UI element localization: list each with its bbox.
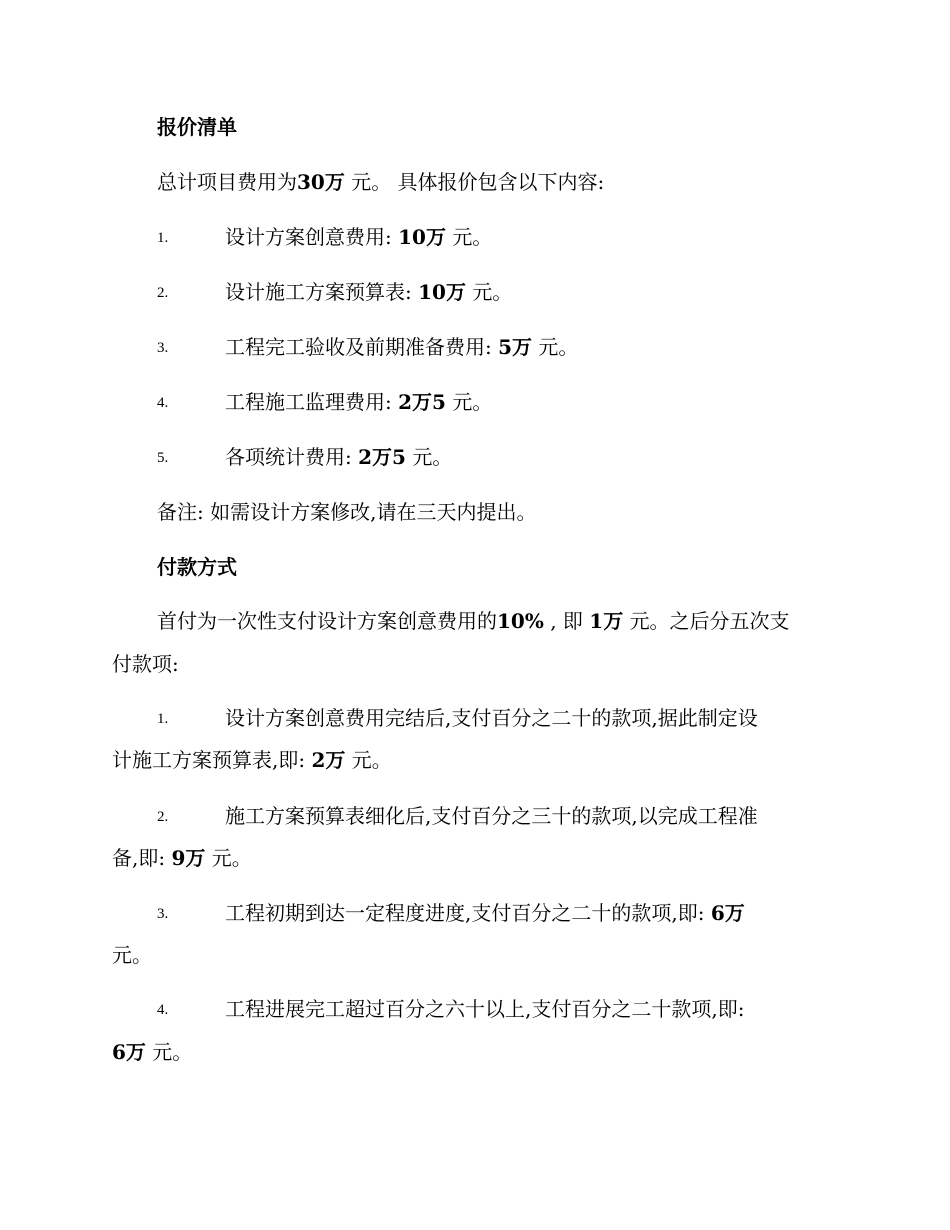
item-tail: 元。	[538, 335, 579, 359]
list-item	[225, 223, 492, 251]
list-number: 4.	[157, 395, 169, 411]
item-tail: 元。	[211, 846, 252, 870]
list-number: 2.	[157, 809, 169, 825]
item-text: 计施工方案预算表,即:	[112, 748, 306, 772]
note-paragraph: 备注: 如需设计方案修改,请在三天内提出。	[157, 500, 537, 524]
payment-intro-line1	[157, 607, 790, 635]
item-label: 工程施工监理费用:	[225, 390, 392, 414]
total-text-tail: 元。 具体报价包含以下内容:	[351, 170, 605, 194]
list-number: 4.	[157, 1002, 169, 1018]
list-number: 1.	[157, 230, 169, 246]
list-item: 施工方案预算表细化后,支付百分之三十的款项,以完成工程准	[225, 804, 758, 828]
list-item: 工程进展完工超过百分之六十以上,支付百分之二十款项,即:	[225, 997, 745, 1021]
list-item-continuation: 元。	[112, 943, 152, 967]
list-number: 1.	[157, 711, 169, 727]
list-item	[225, 443, 452, 471]
item-tail: 元。	[351, 748, 392, 772]
item-tail: 元。	[412, 445, 453, 469]
item-amount: 10万	[418, 280, 466, 304]
list-item-continuation	[112, 844, 252, 872]
item-amount: 6万	[112, 1040, 146, 1064]
total-cost-paragraph	[157, 168, 604, 196]
item-amount: 10万	[398, 225, 446, 249]
total-text: 总计项目费用为	[157, 170, 297, 194]
item-tail: 元。	[452, 390, 493, 414]
item-label: 设计方案创意费用:	[225, 225, 392, 249]
intro-text-tail: 元。之后分五次支	[629, 609, 790, 633]
item-tail: 元。	[152, 1040, 193, 1064]
intro-text: , 即	[550, 609, 583, 633]
list-item	[225, 278, 512, 306]
list-item	[225, 899, 745, 927]
total-amount: 30万	[297, 170, 345, 194]
list-number: 5.	[157, 450, 169, 466]
item-label: 设计施工方案预算表:	[225, 280, 412, 304]
payment-intro-line2: 付款项:	[112, 652, 179, 676]
section-heading-payment: 付款方式	[157, 555, 237, 579]
item-amount: 2万5	[358, 445, 406, 469]
item-text: 工程初期到达一定程度进度,支付百分之二十的款项,即:	[225, 901, 705, 925]
item-label: 工程完工验收及前期准备费用:	[225, 335, 492, 359]
item-tail: 元。	[472, 280, 513, 304]
item-amount: 9万	[171, 846, 206, 870]
intro-percent: 10%	[497, 609, 544, 633]
list-number: 2.	[157, 285, 169, 301]
intro-text: 首付为一次性支付设计方案创意费用的	[157, 609, 497, 633]
list-number: 3.	[157, 340, 169, 356]
intro-amount: 1万	[589, 609, 624, 633]
item-label: 各项统计费用:	[225, 445, 352, 469]
item-text: 备,即:	[112, 846, 166, 870]
list-number: 3.	[157, 906, 169, 922]
item-amount: 2万5	[398, 390, 446, 414]
section-heading-quote: 报价清单	[157, 115, 237, 139]
list-item: 设计方案创意费用完结后,支付百分之二十的款项,据此制定设	[225, 706, 758, 730]
list-item-continuation	[112, 746, 392, 774]
item-amount: 2万	[311, 748, 346, 772]
list-item-continuation	[112, 1038, 192, 1066]
item-tail: 元。	[452, 225, 493, 249]
list-item	[225, 333, 578, 361]
item-amount: 5万	[498, 335, 533, 359]
item-amount: 6万	[710, 901, 745, 925]
list-item	[225, 388, 492, 416]
